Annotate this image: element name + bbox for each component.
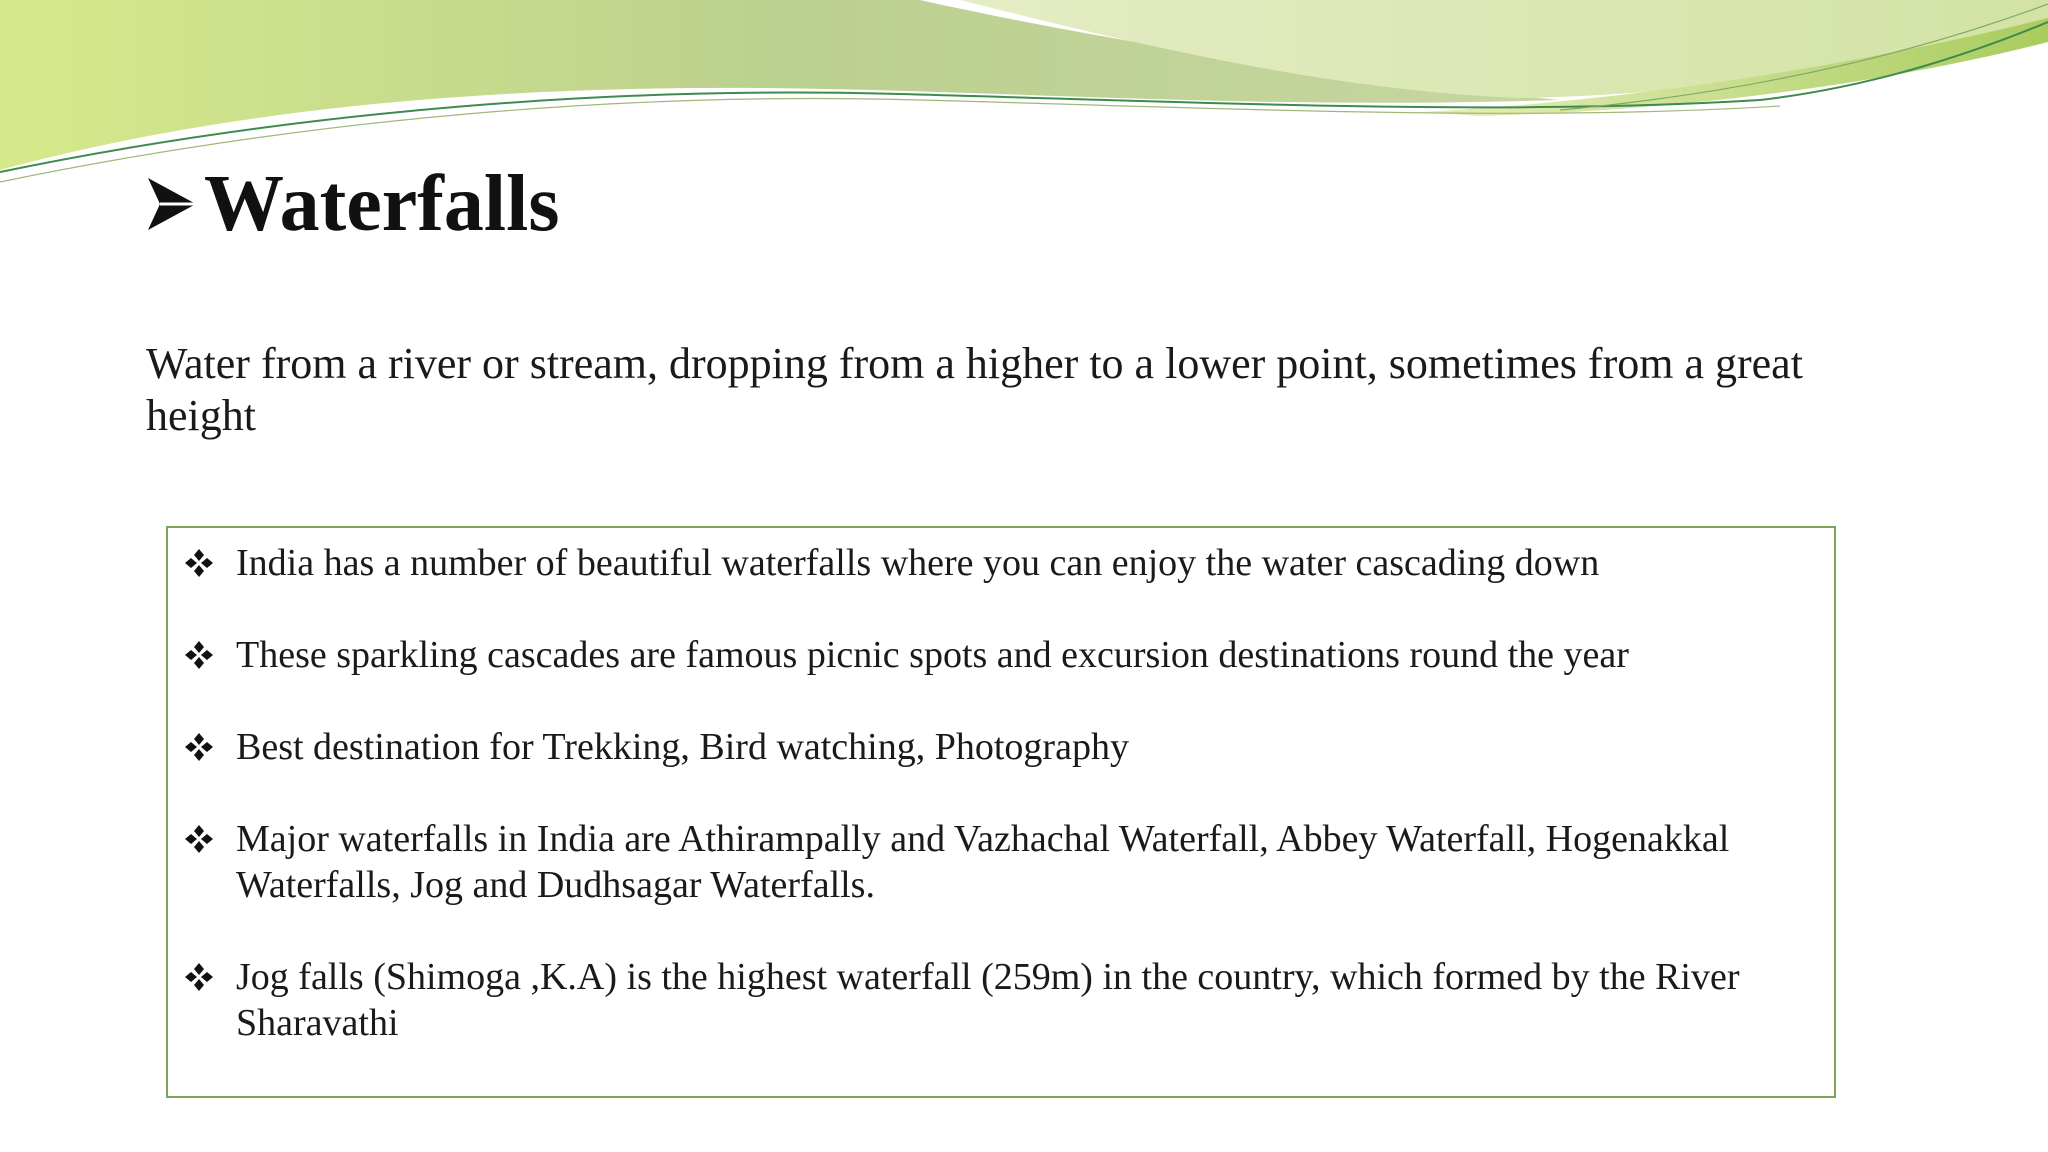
list-item xyxy=(184,540,1824,586)
four-diamond-icon xyxy=(184,732,214,762)
slide-title-row xyxy=(146,158,559,250)
intro-paragraph: Water from a river or stream, dropping from a higher to a lower point, sometimes from a great height xyxy=(146,339,1803,440)
bullet-text: These sparkling cascades are famous picnic spots and excursion destinations round the year xyxy=(236,634,1629,676)
list-item xyxy=(184,724,1824,770)
bullet-text: Major waterfalls in India are Athirampally and Vazhachal Waterfall, Abbey Waterfall, Hogenakkal Waterfalls, Jog and Dudhsagar Waterfalls. xyxy=(236,818,1730,906)
bullet-list xyxy=(184,540,1824,1092)
bullet-text: India has a number of beautiful waterfalls where you can enjoy the water cascading down xyxy=(236,542,1600,584)
four-diamond-icon xyxy=(184,640,214,670)
arrowhead-icon xyxy=(146,174,198,234)
list-item xyxy=(184,954,1824,1046)
bullet-box xyxy=(166,526,1836,1098)
list-item xyxy=(184,816,1824,908)
slide-title: Waterfalls xyxy=(204,160,560,248)
bullet-text: Jog falls (Shimoga ,K.A) is the highest waterfall (259m) in the country, which formed by the River Sharavathi xyxy=(236,956,1740,1044)
four-diamond-icon xyxy=(184,962,214,992)
four-diamond-icon xyxy=(184,548,214,578)
list-item xyxy=(184,632,1824,678)
four-diamond-icon xyxy=(184,824,214,854)
bullet-text: Best destination for Trekking, Bird watching, Photography xyxy=(236,726,1129,768)
